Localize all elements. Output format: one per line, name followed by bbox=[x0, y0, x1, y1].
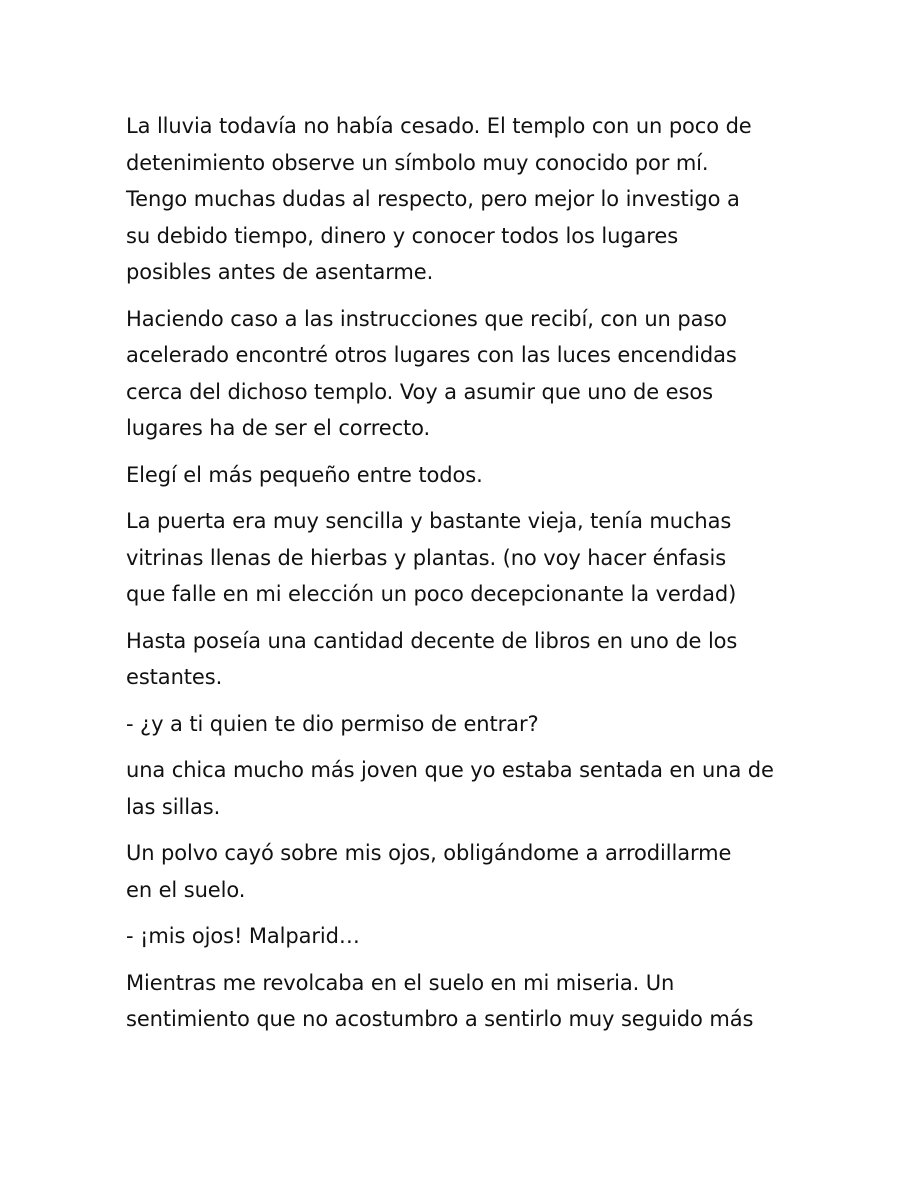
text-line: Hasta poseía una cantidad decente de libros en uno de los bbox=[126, 628, 738, 653]
paragraph-5 bbox=[126, 623, 786, 696]
text-line: que falle en mi elección un poco decepcionante la verdad) bbox=[126, 582, 737, 606]
text-line: Elegí el más pequeño entre todos. bbox=[126, 462, 483, 487]
paragraph-7 bbox=[126, 752, 786, 825]
text-line: posibles antes de asentarme. bbox=[126, 260, 434, 284]
text-line: - ¿y a ti quien te dio permiso de entrar? bbox=[126, 711, 539, 736]
text-line: las sillas. bbox=[126, 794, 221, 819]
text-line: - ¡mis ojos! Malparid… bbox=[126, 924, 360, 948]
paragraph-4 bbox=[126, 503, 786, 613]
text-line: La puerta era muy sencilla y bastante vieja, tenía muchas bbox=[126, 509, 732, 533]
text-line: acelerado encontré otros lugares con las luces encendidas bbox=[126, 343, 737, 367]
document-body bbox=[126, 108, 786, 1048]
text-line: Un polvo cayó sobre mis ojos, obligándome a arrodillarme bbox=[126, 841, 732, 865]
text-line: detenimiento observe un símbolo muy conocido por mí. bbox=[126, 150, 709, 175]
text-line: sentimiento que no acostumbro a sentirlo muy seguido más bbox=[126, 1007, 754, 1031]
text-line: cerca del dichoso templo. Voy a asumir que uno de esos bbox=[126, 379, 713, 404]
text-line: una chica mucho más joven que yo estaba sentada en una de bbox=[126, 758, 774, 782]
paragraph-2 bbox=[126, 301, 786, 447]
paragraph-3 bbox=[126, 457, 786, 494]
text-line: su debido tiempo, dinero y conocer todos los lugares bbox=[126, 223, 679, 248]
text-line: Tengo muchas dudas al respecto, pero mejor lo investigo a bbox=[126, 187, 740, 211]
paragraph-6-dialogue bbox=[126, 706, 786, 743]
text-line: Haciendo caso a las instrucciones que recibí, con un paso bbox=[126, 306, 727, 331]
paragraph-8 bbox=[126, 835, 786, 908]
paragraph-1 bbox=[126, 108, 786, 291]
paragraph-9-dialogue bbox=[126, 918, 786, 955]
text-line: lugares ha de ser el correcto. bbox=[126, 416, 431, 440]
text-line: Mientras me revolcaba en el suelo en mi miseria. Un bbox=[126, 970, 675, 995]
text-line: en el suelo. bbox=[126, 877, 246, 902]
paragraph-10 bbox=[126, 965, 786, 1038]
text-line: estantes. bbox=[126, 665, 223, 689]
text-line: La lluvia todavía no había cesado. El templo con un poco de bbox=[126, 114, 752, 138]
text-line: vitrinas llenas de hierbas y plantas. (no voy hacer énfasis bbox=[126, 545, 727, 570]
